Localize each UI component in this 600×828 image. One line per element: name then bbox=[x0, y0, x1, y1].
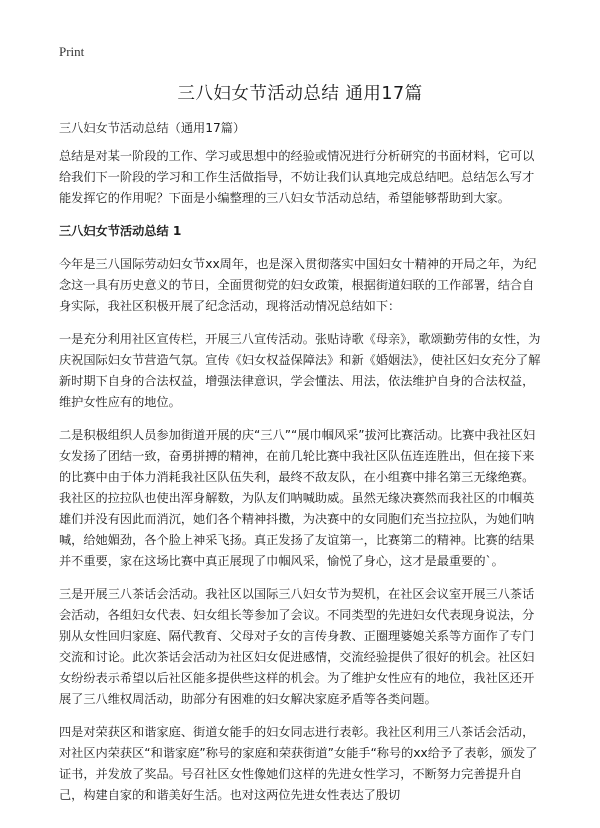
body-paragraph: 四是对荣获区和谐家庭、街道女能手的妇女同志进行表彰。我社区利用三八茶话会活动，对社区内荣获区“和谐家庭”称号的家庭和荣获街道”女能手“称号的xx给予了表彰，颁发了证书，并发放了奖品。号召社区女性像她们这样的先进女性学习，不断努力完善提升自己，构建自家的和谐美好生活。也对这两位先进女性表达了殷切 bbox=[59, 725, 538, 802]
section-heading: 三八妇女节活动总结 1 bbox=[59, 224, 182, 238]
page-title: 三八妇女节活动总结 通用17篇 bbox=[177, 84, 423, 104]
body-paragraph: 二是积极组织人员参加街道开展的庆“三八”“展巾帼风采”拔河比赛活动。比赛中我社区妇女发扬了团结一致，奋勇拼搏的精神，在前几轮比赛中我社区队伍连连胜出，但在接下来的比赛中由于体力消耗我社区队伍失利，最终不敌友队，在小组赛中排名第三无缘绝赛。我社区的拉拉队也使出浑身解数，为队友们呐喊助威。虽然无缘决赛然而我社区的巾帼英雄们并没有因此而消沉，她们各个精神抖擞，为决赛中的女同胞们充当拉拉队，为她们呐喊，给她媚劲，各个脸上神采飞扬。真正发扬了友谊第一，比赛第二的精神。比赛的结果并不重要，家在这场比赛中真正展现了巾帼风采，愉悦了身心，这才是最重要的`。 bbox=[59, 428, 536, 568]
body-paragraph: 一是充分利用社区宣传栏，开展三八宣传活动。张贴诗歌《母亲》，歌颂勤劳伟的女性，为庆祝国际妇女节营造气氛。宣传《妇女权益保障法》和新《婚姻法》，使社区妇女充分了解新时期下自身的合法权益，增强法律意识，学会懂法、用法，依法维护自身的合法权益，维护女性应有的地位。 bbox=[59, 332, 541, 409]
article-subtitle: 三八妇女节活动总结（通用17篇） bbox=[59, 121, 246, 135]
body-paragraph: 三是开展三八茶话会活动。我社区以国际三八妇女节为契机，在社区会议室开展三八茶话会活动，各组妇女代表、妇女组长等参加了会议。不同类型的先进妇女代表现身说法，分别从女性回归家庭、隔代教育、父母对子女的言传身教、正圈理婆媳关系等方面作了专门交流和讨论。此次茶话会活动为社区妇女促进感情，交流经验提供了很好的机会。社区妇女纷纷表示希望以后社区能多提供些这样的机会。为了维护女性应有的地位，我社区还开展了三八维权周活动，助部分有困难的妇女解决家庭矛盾等各类问题。 bbox=[59, 587, 535, 706]
intro-paragraph: 总结是对某一阶段的工作、学习或思想中的经验或情况进行分析研究的书面材料，它可以给我们下一阶段的学习和工作生活做指导，不妨让我们认真地完成总结吧。总结怎么写才能发挥它的作用呢？下面是小编整理的三八妇女节活动总结，希望能够帮助到大家。 bbox=[59, 149, 535, 205]
print-label: Print bbox=[59, 44, 85, 59]
article-body bbox=[59, 118, 543, 818]
body-paragraph: 今年是三八国际劳动妇女节xx周年，也是深入贯彻落实中国妇女十精神的开局之年，为纪念这一具有历史意义的节日，全面贯彻党的妇女政策，根据街道妇联的工作部署，结合自身实际，我社区积极开展了纪念活动，现将活动情况总结如下： bbox=[59, 257, 537, 313]
